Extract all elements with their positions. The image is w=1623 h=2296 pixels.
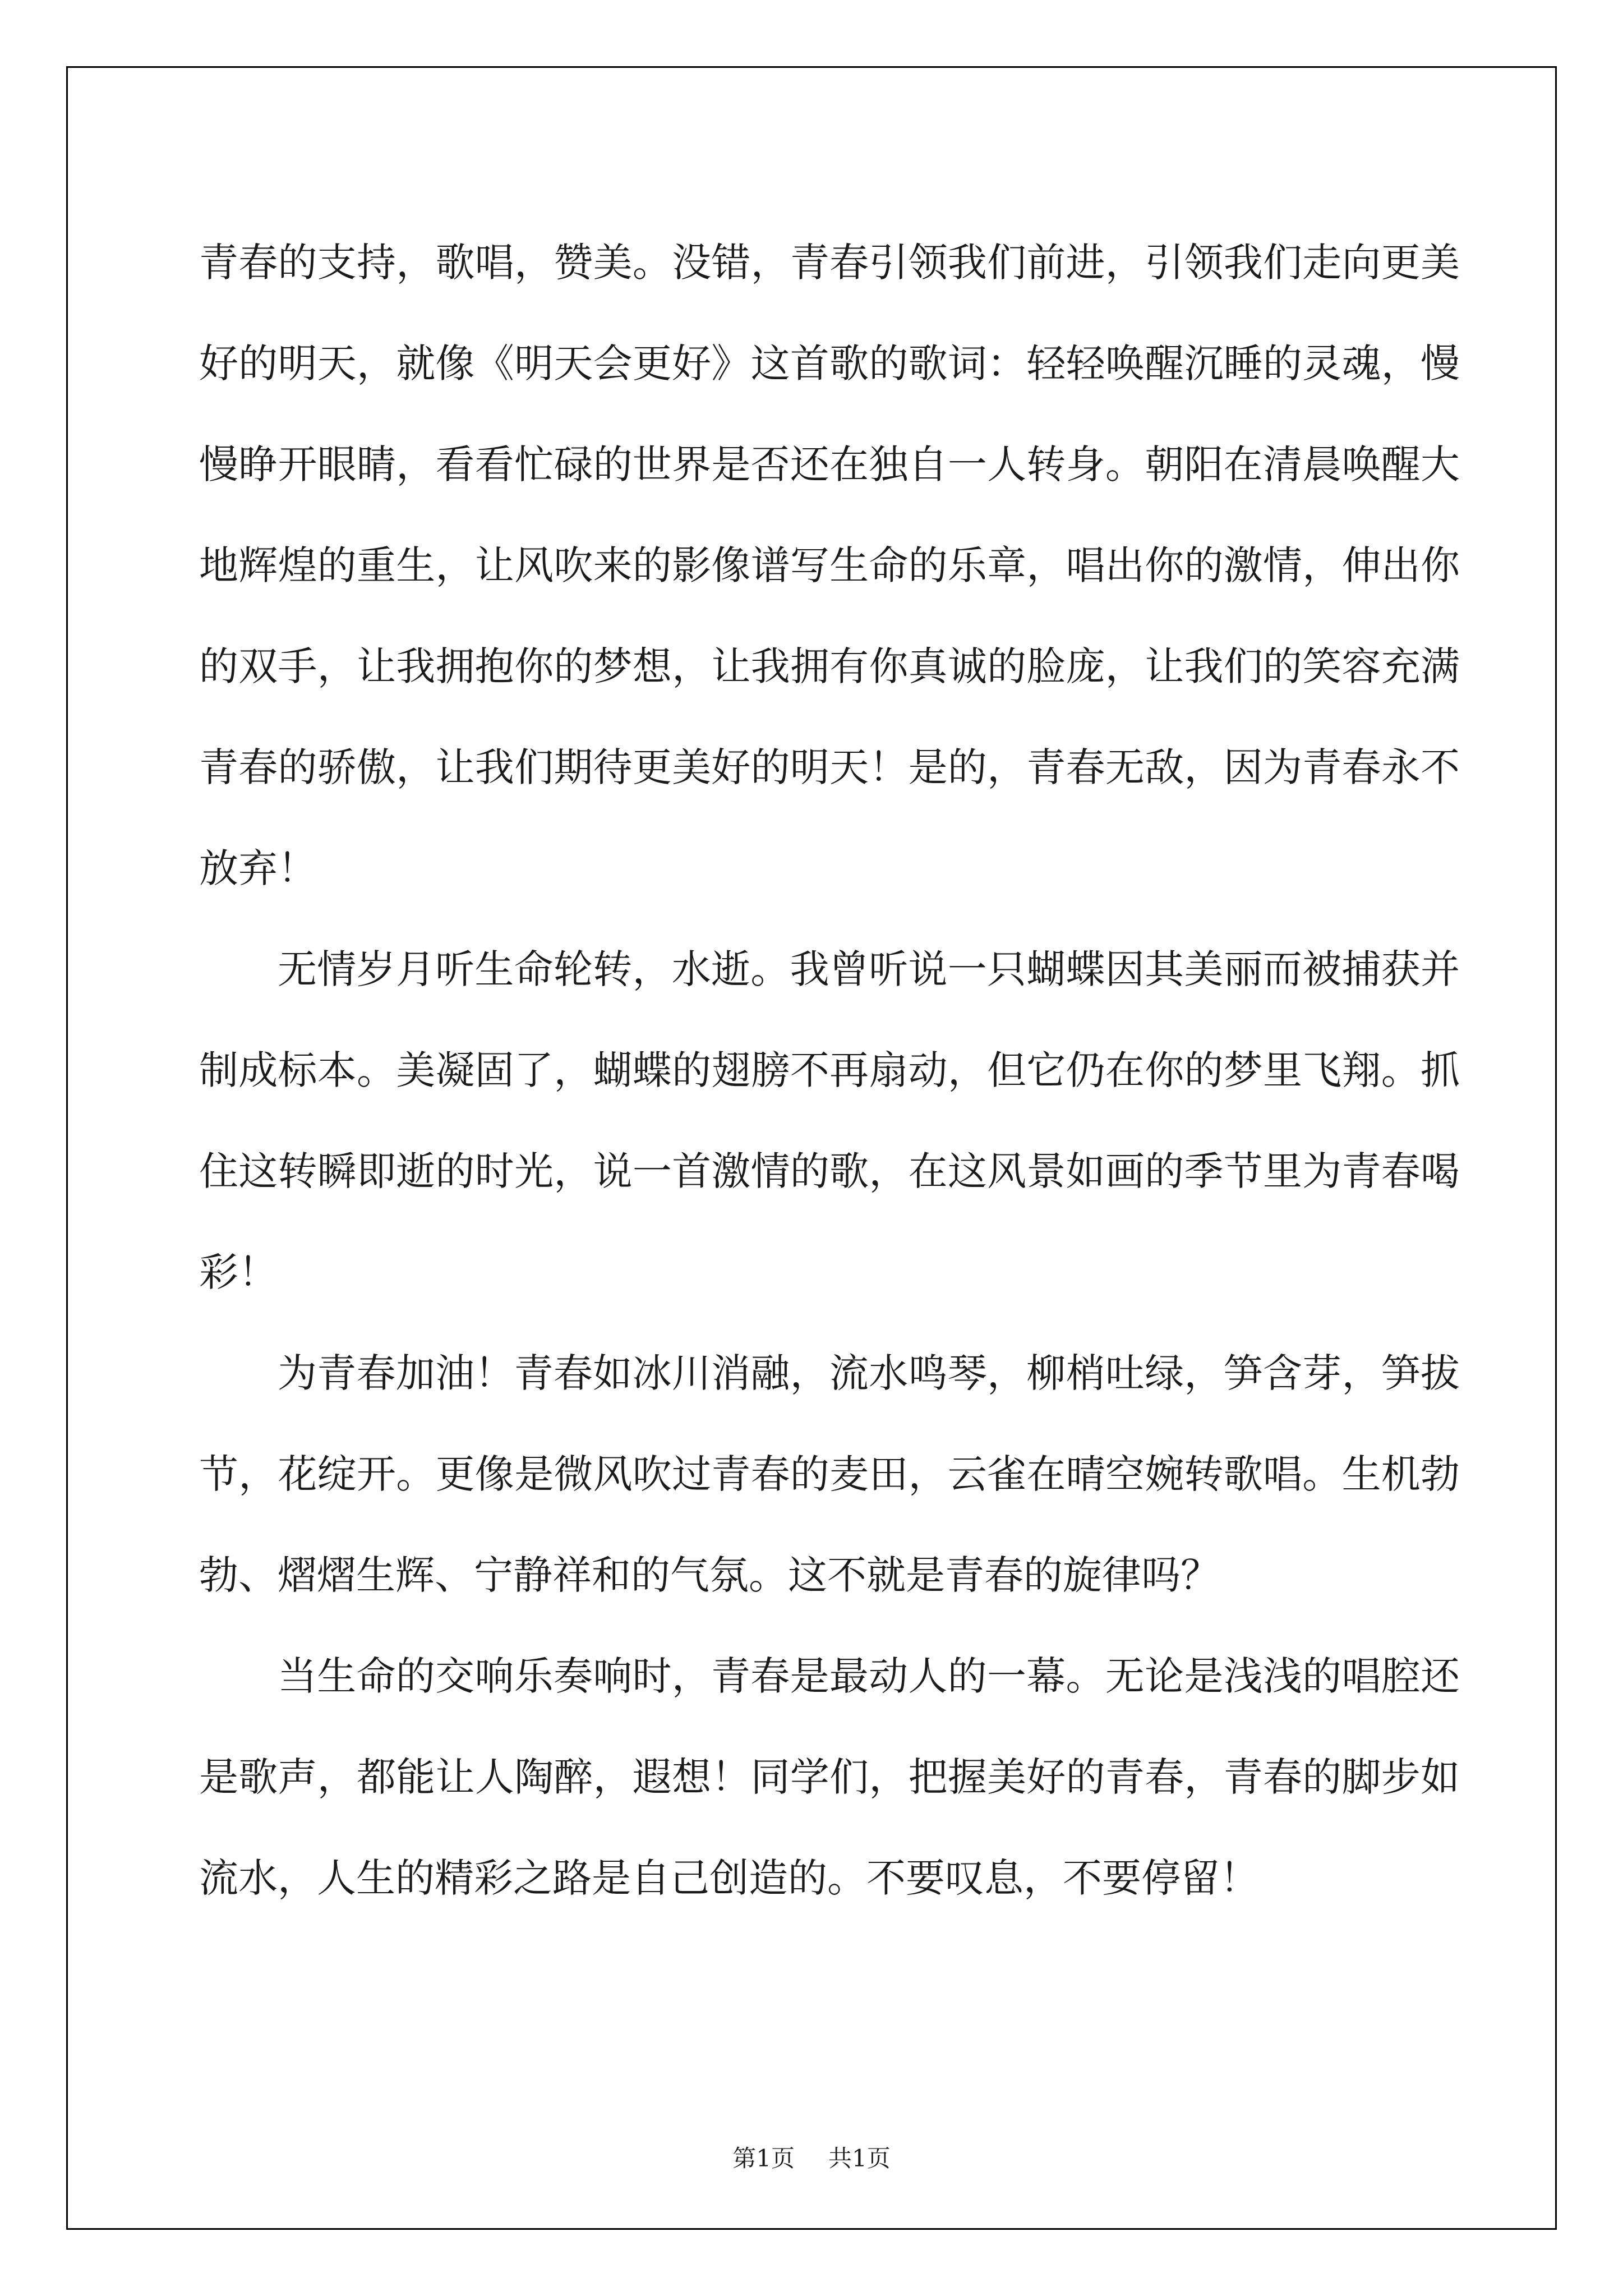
paragraph-3: 为青春加油！青春如冰川消融，流水鸣琴，柳梢吐绿，笋含芽，笋拔节，花绽开。更像是微风吹过青春的麦田，云雀在晴空婉转歌唱。生机勃勃、熠熠生辉、宁静祥和的气氛。这不就是青春的旋律吗？ <box>199 1350 1460 1598</box>
document-body <box>199 212 1460 1929</box>
total-pages: 共1页 <box>828 2145 891 2172</box>
paragraph-1: 青春的支持，歌唱，赞美。没错，青春引领我们前进，引领我们走向更美好的明天，就像《明天会更好》这首歌的歌词：轻轻唤醒沉睡的灵魂，慢慢睁开眼睛，看看忙碌的世界是否还在独自一人转身。朝阳在清晨唤醒大地辉煌的重生，让风吹来的影像谱写生命的乐章，唱出你的激情，伸出你的双手，让我拥抱你的梦想，让我拥有你真诚的脸庞，让我们的笑容充满青春的骄傲，让我们期待更美好的明天！是的，青春无敌，因为青春永不放弃！ <box>199 240 1460 891</box>
paragraph-2: 无情岁月听生命轮转，水逝。我曾听说一只蝴蝶因其美丽而被捕获并制成标本。美凝固了，蝴蝶的翅膀不再扇动，但它仍在你的梦里飞翔。抓住这转瞬即逝的时光，说一首激情的歌，在这风景如画的季节里为青春喝彩！ <box>199 946 1460 1295</box>
paragraph-4: 当生命的交响乐奏响时，青春是最动人的一幕。无论是浅浅的唱腔还是歌声，都能让人陶醉，遐想！同学们，把握美好的青春，青春的脚步如流水，人生的精彩之路是自己创造的。不要叹息，不要停留！ <box>199 1653 1460 1901</box>
page-number: 第1页 <box>732 2145 795 2172</box>
page-footer <box>0 2145 1623 2173</box>
